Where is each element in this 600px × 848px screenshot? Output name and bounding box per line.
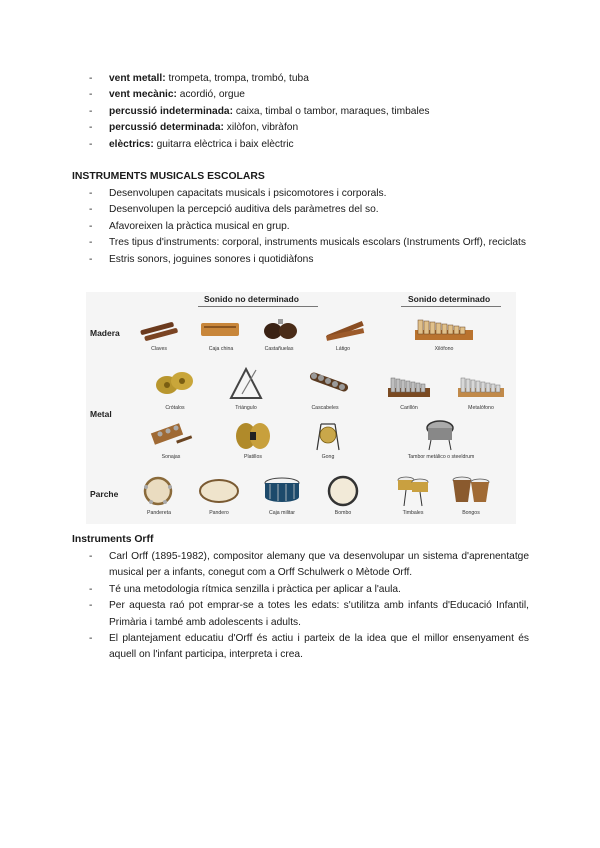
list-item xyxy=(89,71,529,87)
caption-platillos: Platillos xyxy=(244,454,262,460)
list-item: - Carl Orff (1895-1982), compositor alemany que va desenvolupar un sistema d'aprenentatge musical per a infants, conegut com a Orff Schulwerk o Mètode Orff. xyxy=(89,549,529,582)
list-term: vent mecànic: xyxy=(109,89,177,101)
bongos-image xyxy=(451,474,491,508)
caption-carillon: Carillón xyxy=(400,405,418,411)
instruments-figure xyxy=(86,292,516,524)
list-term: elèctrics: xyxy=(109,138,154,150)
carillon-image xyxy=(386,372,432,400)
claves-image xyxy=(138,320,180,342)
list-item xyxy=(89,120,529,136)
caption-triangulo: Triángulo xyxy=(235,405,257,411)
caption-timbales: Timbales xyxy=(402,510,424,516)
caja-china-image xyxy=(198,318,242,340)
list-item: - Afavoreixen la pràctica musical en grup. xyxy=(89,219,529,235)
pandero-image xyxy=(198,477,240,505)
row-label-madera: Madera xyxy=(90,328,120,338)
caption-castanuelas: Castañuelas xyxy=(264,346,294,352)
list-item: - Estris sonors, joguines sonores i quotidiàfons xyxy=(89,252,529,268)
caption-xilofono: Xilófono xyxy=(434,346,454,352)
caption-gong: Gong xyxy=(321,454,335,460)
triangulo-image xyxy=(228,366,264,402)
gong-image xyxy=(311,420,345,454)
list-item xyxy=(89,137,529,153)
caption-sonajas: Sonajas xyxy=(161,454,181,460)
list-item: - Desenvolupen la percepció auditiva dels paràmetres del so. xyxy=(89,202,529,218)
timbal-metalico-image xyxy=(423,416,457,452)
crotalos-image xyxy=(154,367,196,401)
instrument-types-list xyxy=(89,71,529,153)
sonajas-image xyxy=(146,420,196,450)
timbales-image xyxy=(396,472,430,508)
caption-timbal-metalico: Tambor metálico o steeldrum xyxy=(407,454,475,460)
row-label-parche: Parche xyxy=(90,489,119,499)
caption-claves: Claves xyxy=(151,346,167,352)
caption-metalofono: Metalófono xyxy=(468,405,494,411)
list-item: - Desenvolupen capacitats musicals i psicomotores i corporals. xyxy=(89,186,529,202)
metalofono-image xyxy=(456,372,506,400)
list-text: guitarra elèctrica i baix elèctric xyxy=(153,138,294,150)
list-item: - Té una metodologia rítmica senzilla i pràctica per aplicar a l'aula. xyxy=(89,582,529,598)
list-term: percussió indeterminada: xyxy=(109,105,233,117)
list-item: - Per aquesta raó pot emprar-se a totes les edats: s'utilitza amb infants d'Educació Infantil, Primària i també amb adolescents i adults. xyxy=(89,598,529,631)
cascabeles-image xyxy=(304,366,354,400)
caption-bongos: Bongos xyxy=(462,510,480,516)
header-indeterminate: Sonido no determinado xyxy=(204,294,299,304)
list-text: xilòfon, vibràfon xyxy=(223,122,299,134)
list-text: caixa, timbal o tambor, maraques, timbales xyxy=(232,105,430,117)
list-term: vent metall: xyxy=(109,73,166,84)
latigo-image xyxy=(322,316,368,342)
header-determinate: Sonido determinado xyxy=(408,294,491,304)
row-label-metal: Metal xyxy=(90,409,112,419)
orff-list xyxy=(89,549,529,664)
xilofono-image xyxy=(413,312,475,342)
platillos-image xyxy=(234,420,272,452)
list-text: acordió, orgue xyxy=(176,89,245,101)
caption-latigo: Látigo xyxy=(335,346,351,352)
section-heading-school-instruments: INSTRUMENTS MUSICALS ESCOLARS xyxy=(72,171,265,182)
section-heading-orff: Instruments Orff xyxy=(72,534,154,545)
list-item: - El plantejament educatiu d'Orff és actiu i parteix de la idea que el millor ensenyament és aquell on l'infant participa, interpreta i crea. xyxy=(89,631,529,664)
caption-crotalos: Crótalos xyxy=(165,405,185,411)
caja-militar-image xyxy=(262,475,302,507)
caption-pandero: Pandero xyxy=(209,510,229,516)
caption-cascabeles: Cascabeles xyxy=(311,405,339,411)
list-item xyxy=(89,87,529,103)
caption-bombo: Bombo xyxy=(334,510,352,516)
castanuelas-image xyxy=(261,316,301,342)
bombo-image xyxy=(326,475,360,507)
caption-pandereta: Pandereta xyxy=(147,510,171,516)
pandereta-image xyxy=(141,475,175,507)
list-item xyxy=(89,104,529,120)
list-term: percussió determinada: xyxy=(109,122,224,134)
list-item: - Tres tipus d'instruments: corporal, instruments musicals escolars (Instruments Orff), reciclats xyxy=(89,235,529,251)
caption-caja-militar: Caja militar xyxy=(269,510,295,516)
caption-caja-china: Caja china xyxy=(208,346,234,352)
list-text: trompeta, trompa, trombó, tuba xyxy=(165,73,309,84)
school-instruments-list xyxy=(89,186,529,268)
